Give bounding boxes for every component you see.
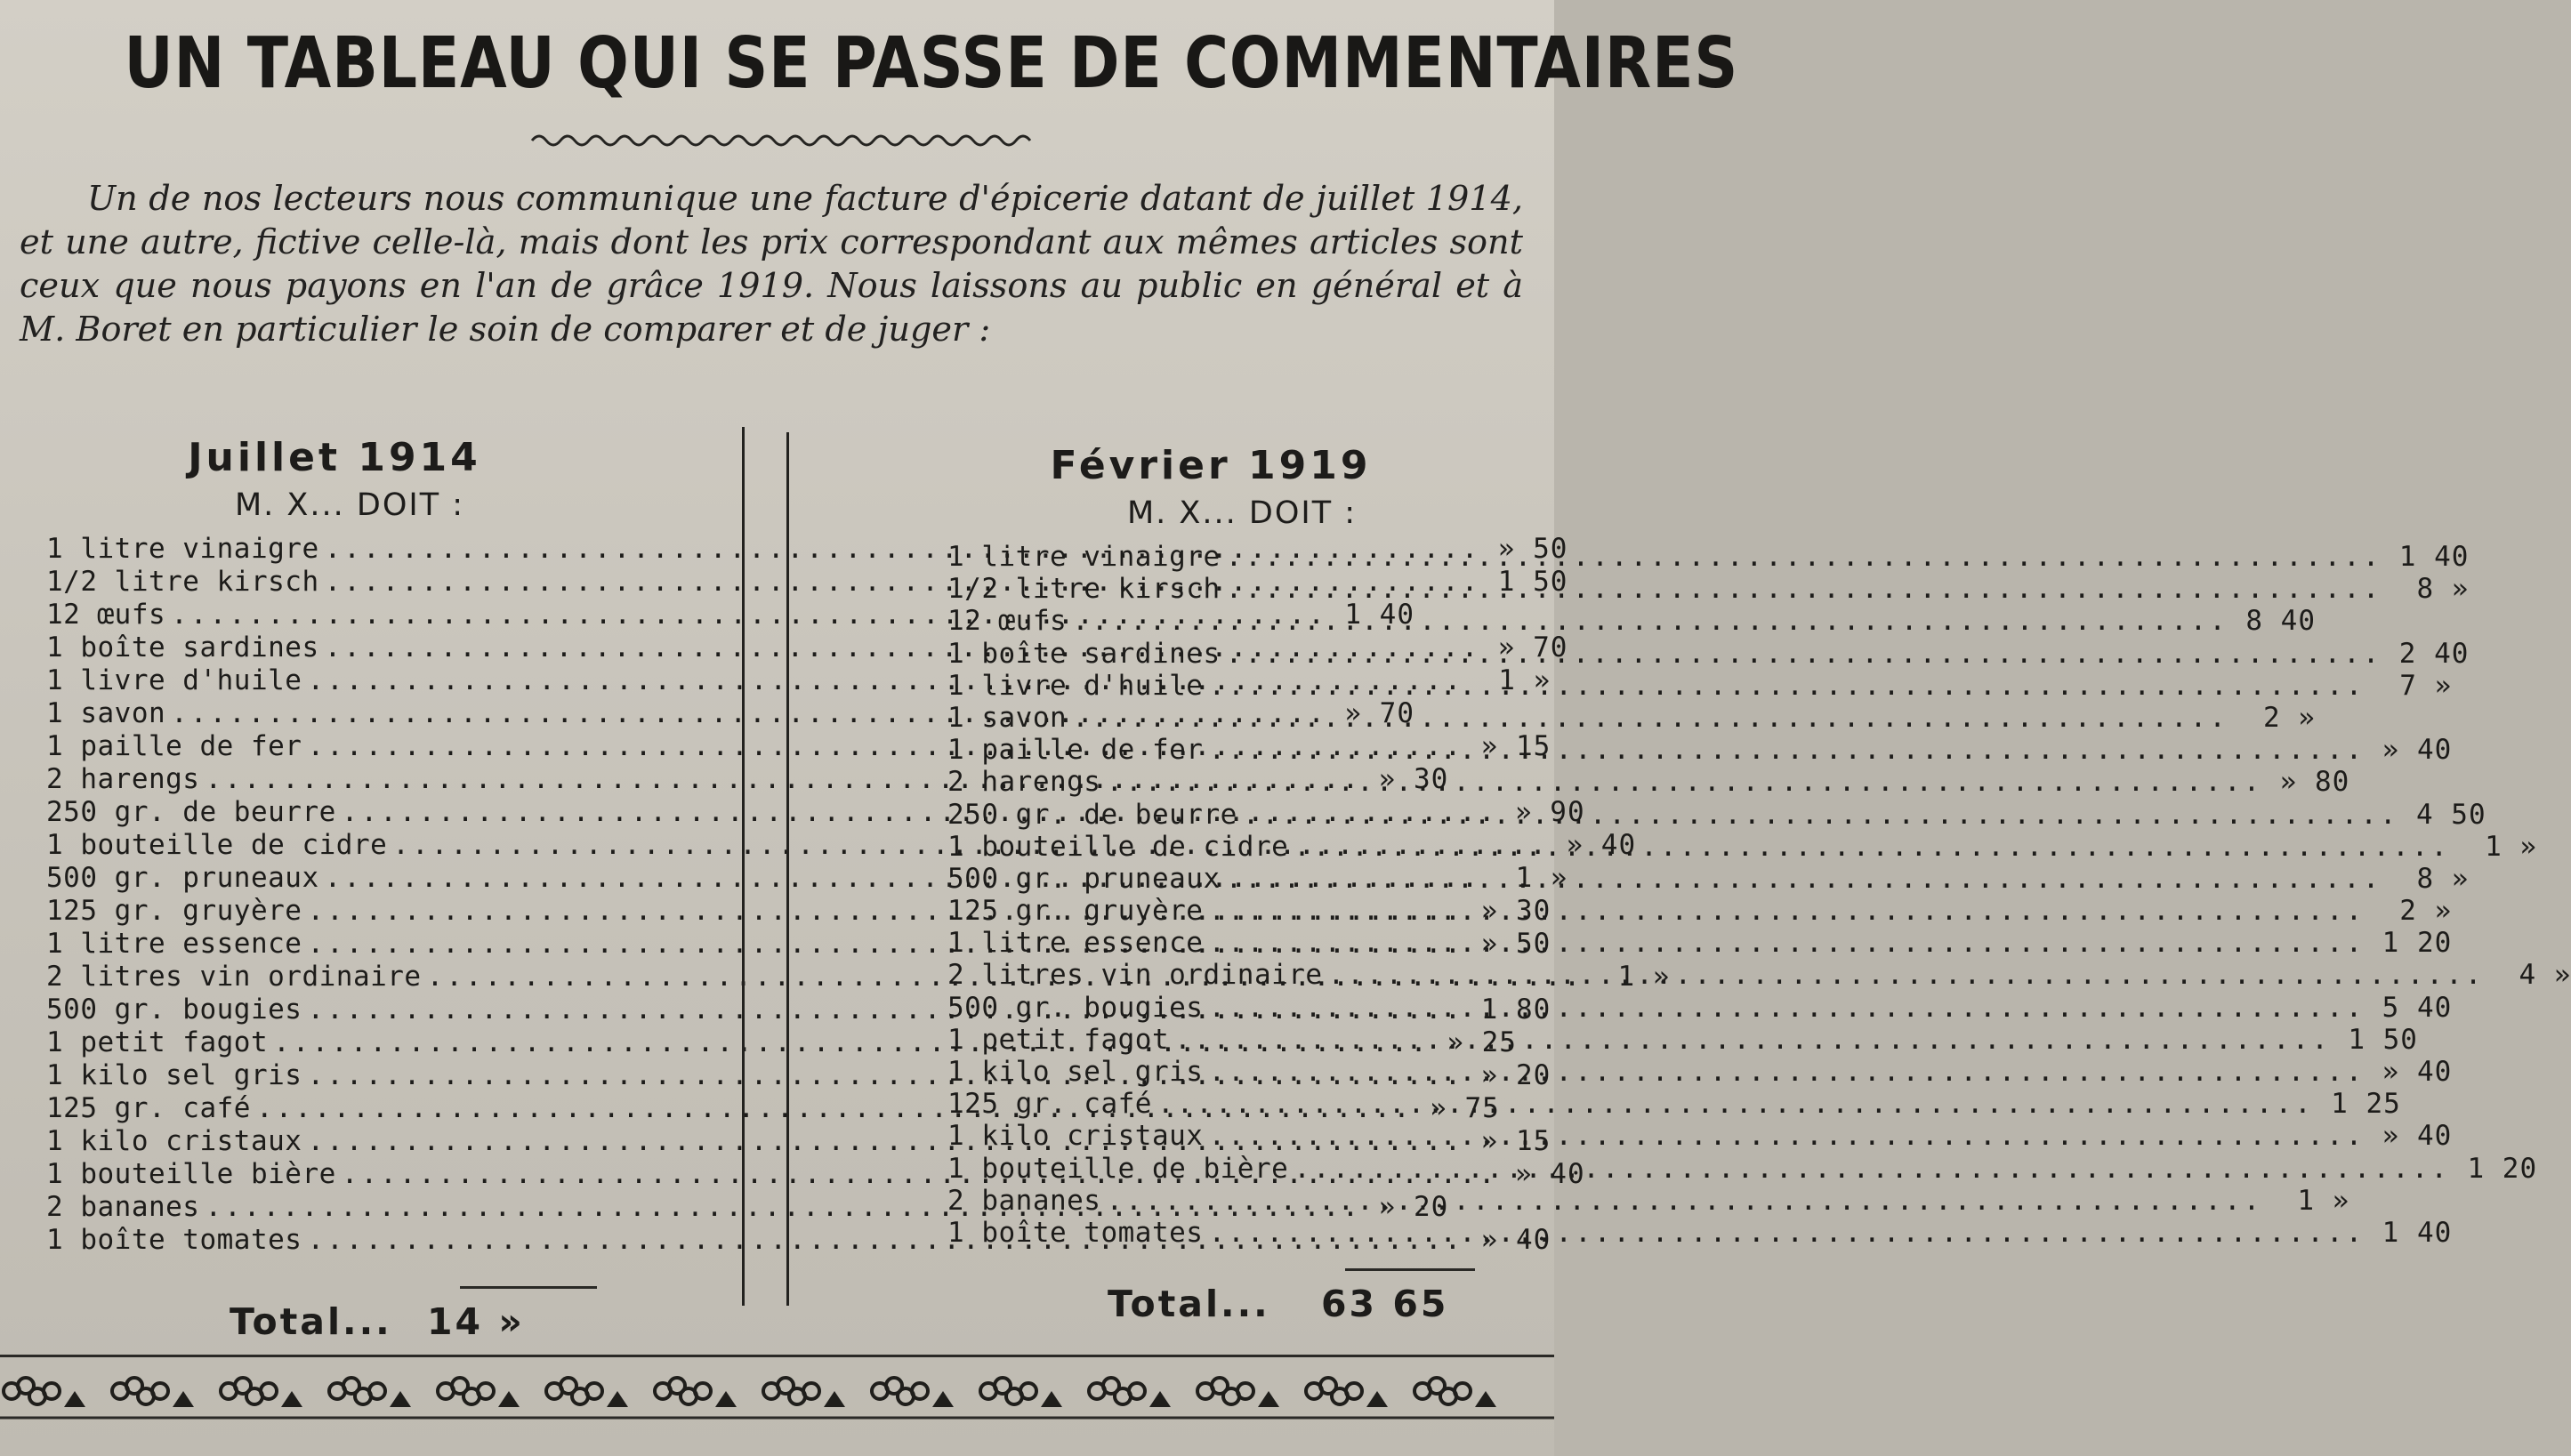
leader-dots — [1208, 895, 2365, 927]
column-divider-right — [786, 432, 789, 1306]
invoice-1919-title: Février 1919 — [1050, 443, 1372, 488]
invoice-line — [46, 961, 1671, 993]
invoice-line — [947, 959, 2571, 992]
item-label: 500 gr. pruneaux — [947, 862, 1221, 895]
item-label: 1 livre d'huile — [947, 669, 1204, 702]
total-value: 63 65 — [1321, 1283, 1449, 1325]
invoice-line — [947, 1184, 2350, 1217]
item-price: » 20 — [1480, 1059, 1551, 1091]
item-label: 1 bouteille de bière — [947, 1152, 1289, 1185]
item-price: 1 50 — [2348, 1023, 2418, 1056]
leader-dots — [1226, 573, 2382, 605]
item-label: 1 litre vinaigre — [947, 541, 1221, 573]
leader-dots — [1208, 1217, 2365, 1249]
item-label: 1 boîte sardines — [46, 631, 319, 664]
item-label: 1 kilo cristaux — [46, 1125, 302, 1157]
item-price: 1 20 — [2467, 1152, 2538, 1185]
item-price: » 50 — [1480, 928, 1551, 960]
item-label: 125 gr. café — [46, 1092, 251, 1124]
item-label: 1 litre essence — [947, 927, 1204, 960]
total-label: Total... — [1108, 1283, 1270, 1325]
item-price: 2 » — [2262, 701, 2316, 734]
item-price: 1 » — [2485, 830, 2538, 863]
invoice-line — [46, 697, 1414, 730]
invoice-line — [46, 928, 1551, 961]
leader-dots — [1157, 1088, 2314, 1120]
item-label: 1/2 litre kirsch — [947, 573, 1221, 606]
item-price: 8 » — [2416, 573, 2470, 606]
intro-paragraph: Un de nos lecteurs nous communique une facture d'épicerie datant de juillet 1914, et une autre, fictive celle-là, mais dont les prix correspondant aux mêmes articles sont ceux que nous payons en l'an de grâce 1919. Nous laissons au public en général et à M. Boret en particulier le soin de comparer et de juger : — [20, 180, 1523, 350]
item-price: 1 » — [2297, 1184, 2350, 1217]
item-label: 1 paille de fer — [46, 730, 302, 762]
leader-dots — [1106, 1185, 2262, 1217]
item-price: 8 » — [2416, 862, 2470, 895]
invoice-line — [46, 1224, 1551, 1257]
leader-dots — [1072, 605, 2228, 637]
column-divider-left — [742, 427, 745, 1306]
leader-dots — [1208, 1120, 2365, 1152]
item-price: » 40 — [1480, 1224, 1551, 1256]
item-label: 1 boîte tomates — [947, 1216, 1204, 1249]
item-label: 125 gr. gruyère — [46, 895, 302, 927]
leader-dots — [1208, 670, 2365, 702]
item-label: 1 savon — [46, 697, 166, 729]
item-price: » 40 — [2382, 1056, 2453, 1088]
item-price: 1 80 — [1480, 993, 1551, 1026]
invoice-line — [46, 1026, 1517, 1059]
invoice-1914-total — [230, 1300, 525, 1343]
item-price: 1 » — [1515, 862, 1568, 894]
invoice-line — [947, 701, 2316, 734]
invoice-1914-debtor: M. X... DOIT : — [234, 487, 465, 523]
item-price: » 80 — [2279, 766, 2350, 799]
invoice-line — [46, 993, 1551, 1026]
item-label: 1 petit fagot — [947, 1023, 1170, 1056]
leader-dots — [1226, 863, 2382, 895]
item-price: » 50 — [1497, 533, 1568, 565]
headline: UN TABLEAU QUI SE PASSE DE COMMENTAIRES — [124, 22, 1739, 104]
invoice-line — [46, 1092, 1500, 1125]
item-label: 125 gr. café — [947, 1088, 1152, 1121]
invoice-line — [947, 605, 2316, 638]
item-price: » 15 — [1480, 730, 1551, 762]
item-label: 1 kilo sel gris — [947, 1056, 1204, 1088]
leader-dots — [1328, 959, 2485, 991]
invoice-line — [46, 1191, 1449, 1224]
item-label: 2 bananes — [46, 1191, 200, 1223]
item-label: 1 litre vinaigre — [46, 533, 319, 565]
invoice-line — [46, 862, 1568, 895]
item-label: 1 petit fagot — [46, 1026, 269, 1058]
item-label: 1 bouteille de cidre — [46, 829, 388, 861]
invoice-line — [947, 862, 2470, 895]
invoice-1919-total — [1108, 1283, 1448, 1325]
leader-dots — [1106, 766, 2262, 798]
item-price: 1 20 — [2382, 927, 2453, 960]
leader-dots — [1294, 1153, 2450, 1185]
invoice-line — [46, 631, 1568, 664]
invoice-line — [46, 1125, 1551, 1158]
item-price: 1 » — [1498, 664, 1551, 696]
invoice-line — [46, 796, 1585, 829]
item-label: 1 boîte sardines — [947, 637, 1221, 670]
invoice-line — [46, 533, 1568, 566]
invoice-1919-debtor: M. X... DOIT : — [1126, 495, 1358, 531]
item-price: » 40 — [2382, 734, 2453, 767]
invoice-line — [46, 829, 1637, 862]
item-label: 500 gr. bougies — [46, 993, 302, 1026]
item-price: 2 40 — [2398, 637, 2470, 670]
item-price: » 75 — [1430, 1092, 1500, 1124]
item-price: 1 25 — [2331, 1088, 2401, 1121]
leader-dots — [1208, 1056, 2365, 1088]
invoice-line — [46, 664, 1551, 697]
item-label: 2 litres vin ordinaire — [947, 959, 1323, 992]
item-label: 1 kilo cristaux — [947, 1120, 1204, 1153]
item-label: 2 bananes — [947, 1184, 1101, 1217]
invoice-line — [46, 763, 1449, 796]
item-price: » 15 — [1480, 1125, 1551, 1157]
frieze-rule-top — [0, 1355, 1554, 1357]
invoice-line — [46, 599, 1414, 631]
item-price: 2 » — [2399, 895, 2453, 928]
item-price: 1 50 — [1497, 566, 1568, 598]
item-price: » 70 — [1344, 697, 1414, 729]
item-label: 250 gr. de beurre — [46, 796, 336, 828]
item-price: 8 40 — [2245, 605, 2316, 638]
item-price: » 40 — [1514, 1158, 1585, 1190]
leader-dots — [1226, 541, 2382, 573]
item-price: 1 40 — [1344, 599, 1414, 631]
invoice-line — [947, 766, 2350, 799]
leader-dots — [1208, 927, 2365, 959]
item-label: 1 litre essence — [46, 928, 302, 960]
item-label: 250 gr. de beurre — [947, 798, 1237, 831]
leader-dots — [1174, 1024, 2331, 1056]
invoice-line — [947, 669, 2453, 702]
item-price: » 70 — [1497, 631, 1568, 664]
item-label: 2 litres vin ordinaire — [46, 961, 422, 993]
item-price: » 40 — [2382, 1120, 2453, 1153]
invoice-line — [947, 1216, 2453, 1249]
item-label: 500 gr. bougies — [947, 991, 1204, 1024]
item-price: » 90 — [1514, 796, 1585, 828]
wavy-ornament — [532, 130, 1041, 155]
item-price: » 30 — [1378, 763, 1449, 795]
item-label: 12 œufs — [947, 605, 1068, 638]
invoice-line — [46, 1059, 1551, 1092]
ornamental-frieze — [0, 1361, 1554, 1432]
item-label: 1 savon — [947, 701, 1068, 734]
item-label: 12 œufs — [46, 599, 166, 631]
item-label: 1 livre d'huile — [46, 664, 302, 696]
item-price: 4 » — [2519, 959, 2571, 992]
item-label: 1 bouteille de cidre — [947, 830, 1289, 863]
item-price: 1 » — [1617, 961, 1671, 993]
item-price: 1 40 — [2382, 1216, 2453, 1249]
item-price: » 25 — [1447, 1026, 1517, 1058]
total-value: 14 » — [427, 1300, 525, 1343]
item-price: » 30 — [1480, 895, 1551, 927]
item-label: 1/2 litre kirsch — [46, 566, 319, 598]
item-price: 7 » — [2399, 669, 2453, 702]
invoice-1919-total-rule — [1345, 1268, 1475, 1271]
leader-dots — [1208, 734, 2365, 766]
item-label: 2 harengs — [947, 766, 1101, 799]
item-label: 1 bouteille bière — [46, 1158, 336, 1190]
total-label: Total... — [230, 1300, 392, 1343]
invoice-1914-title: Juillet 1914 — [188, 435, 481, 480]
item-price: 5 40 — [2382, 991, 2453, 1024]
leader-dots — [1226, 638, 2382, 670]
leader-dots — [1243, 799, 2399, 831]
item-price: » 40 — [1566, 829, 1637, 861]
item-label: 1 boîte tomates — [46, 1224, 302, 1256]
item-price: » 20 — [1378, 1191, 1449, 1223]
leader-dots — [1072, 702, 2228, 734]
invoice-line — [947, 1088, 2401, 1121]
leader-dots — [1294, 831, 2450, 863]
invoice-line — [46, 730, 1551, 763]
item-label: 500 gr. pruneaux — [46, 862, 319, 894]
invoice-line — [46, 566, 1568, 599]
item-label: 1 paille de fer — [947, 734, 1204, 767]
item-price: 4 50 — [2415, 798, 2486, 831]
invoice-1914-total-rule — [460, 1286, 597, 1289]
item-label: 125 gr. gruyère — [947, 895, 1204, 928]
item-price: 1 40 — [2398, 541, 2470, 573]
leader-dots — [1208, 992, 2365, 1024]
item-label: 2 harengs — [46, 763, 200, 795]
item-label: 1 kilo sel gris — [46, 1059, 302, 1091]
invoice-line — [46, 895, 1551, 928]
